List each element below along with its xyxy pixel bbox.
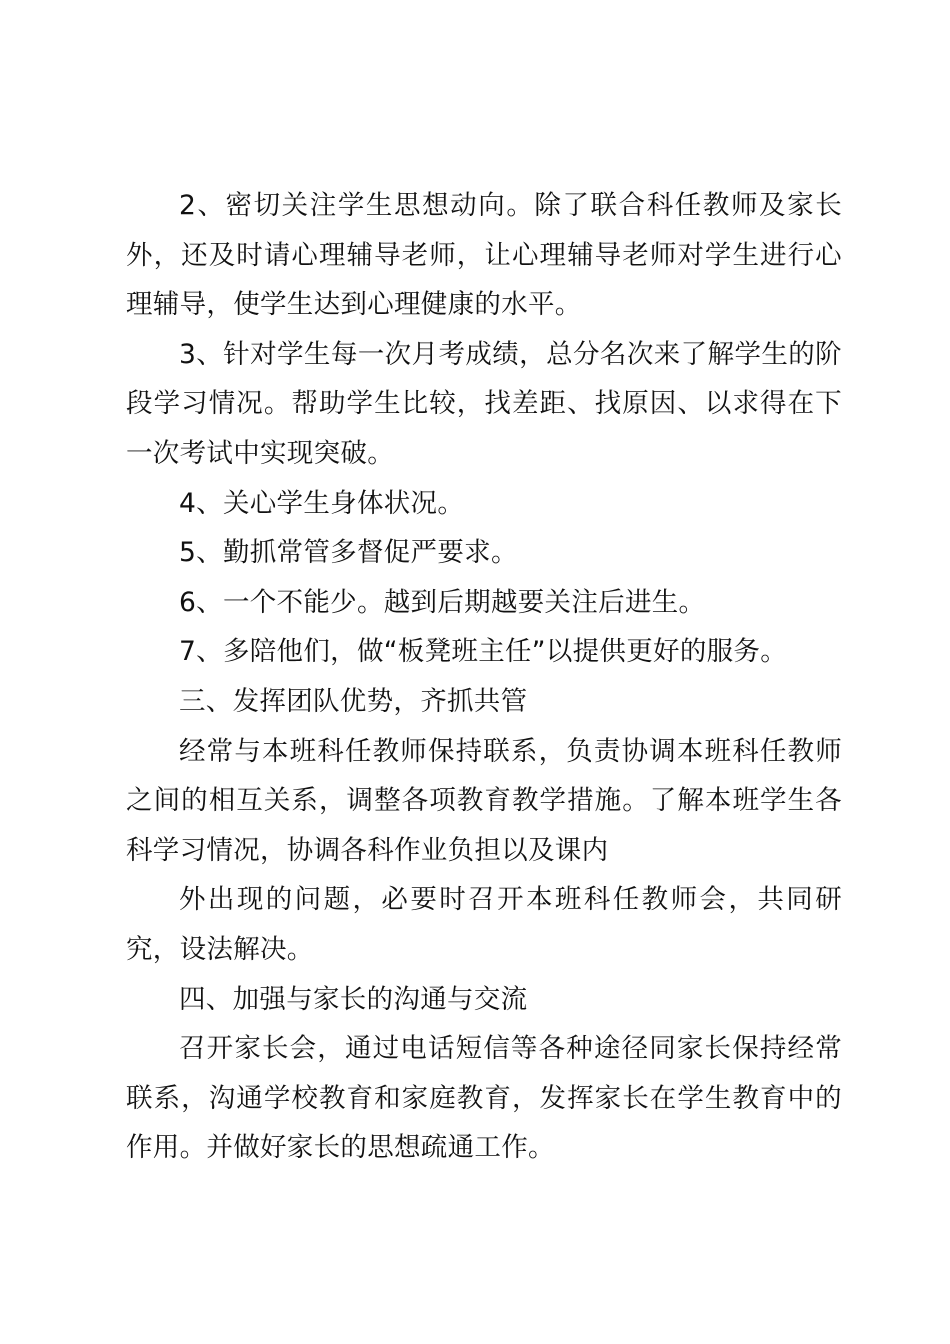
section-heading-4: 四、加强与家长的沟通与交流 [179, 983, 528, 1015]
paragraph-item-7: 7、多陪他们，做“板凳班主任”以提供更好的服务。 [179, 636, 788, 668]
paragraph-item-2: 2、密切关注学生思想动向。除了联合科任教师及家长外，还及时请心理辅导老师，让心理辅导老师对学生进行心理辅导，使学生达到心理健康的水平。 [126, 190, 842, 321]
paragraph-parents: 召开家长会，通过电话短信等各种途径同家长保持经常联系，沟通学校教育和家庭教育，发挥家长在学生教育中的作用。并做好家长的思想疏通工作。 [126, 1033, 842, 1164]
paragraph-item-5: 5、勤抓常管多督促严要求。 [179, 537, 518, 569]
paragraph-item-4: 4、关心学生身体状况。 [179, 487, 465, 519]
paragraph-teamwork-continued: 外出现的问题，必要时召开本班科任教师会，共同研究，设法解决。 [126, 884, 842, 965]
section-heading-3: 三、发挥团队优势，齐抓共管 [179, 685, 528, 717]
paragraph-teamwork: 经常与本班科任教师保持联系，负责协调本班科任教师之间的相互关系，调整各项教育教学措施。了解本班学生各科学习情况，协调各科作业负担以及课内 [126, 735, 842, 866]
paragraph-item-3: 3、针对学生每一次月考成绩，总分名次来了解学生的阶段学习情况。帮助学生比较，找差距、找原因、以求得在下一次考试中实现突破。 [126, 338, 842, 469]
document-body [126, 181, 842, 1173]
paragraph-item-6: 6、一个不能少。越到后期越要关注后进生。 [179, 586, 706, 618]
